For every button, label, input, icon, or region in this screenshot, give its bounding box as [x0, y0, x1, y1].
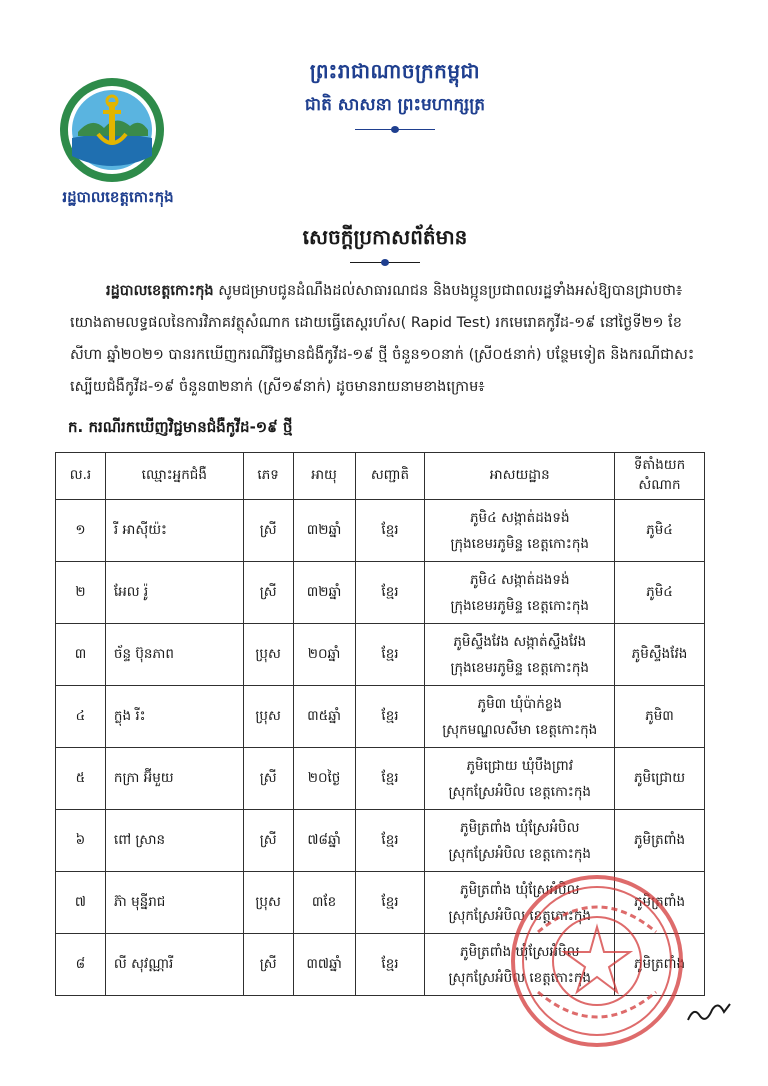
signature-icon	[684, 998, 734, 1026]
cell-sex: ស្រី	[243, 500, 293, 562]
organization-name: រដ្ឋបាលខេត្តកោះកុង	[62, 188, 174, 206]
cell-age: ៣ខែ	[293, 872, 355, 934]
cell-age: ៣៧ឆ្នាំ	[293, 934, 355, 996]
table-row	[56, 748, 705, 810]
document-title	[220, 224, 550, 263]
cell-sample-location: ភូមិជ្រោយ	[615, 748, 705, 810]
cell-nationality: ខ្មែរ	[355, 624, 425, 686]
cell-sex: ស្រី	[243, 562, 293, 624]
cell-nationality: ខ្មែរ	[355, 748, 425, 810]
cell-name: ភ៊ា មុន្នីរាជ	[105, 872, 243, 934]
cell-sample-location: ភូមិត្រពាំង	[615, 810, 705, 872]
cell-nationality: ខ្មែរ	[355, 562, 425, 624]
cell-nationality: ខ្មែរ	[355, 500, 425, 562]
col-header-age: អាយុ	[293, 453, 355, 500]
cell-name: អែល រ៉ូ	[105, 562, 243, 624]
cell-age: ២០ថ្ងៃ	[293, 748, 355, 810]
body-paragraph: សូមជម្រាបជូនដំណឹងដល់សាធារណជន និងបងប្អូនប្រជាពលរដ្ឋទាំងអស់ឱ្យបានជ្រាបថា៖ យោងតាមលទ្ធផលនៃការវិភាគវត្ថុសំណាក ដោយធ្វើតេស្តរហ័ស( Rapid Test) រកមេរោគកូវីដ-១៩ នៅថ្ងៃទី២១ ខែសីហា ឆ្នាំ២០២១ បានរកឃើញករណីវិជ្ជមានជំងឺកូវីដ-១៩ ថ្មី ចំនួន១០នាក់ (ស្រី០៥នាក់) បន្ថែមទៀត និងករណីជាសះស្បើយជំងឺកូវីដ-១៩ ចំនួន៣២នាក់ (ស្រី១៩នាក់) ដូចមានរាយនាមខាងក្រោម៖	[70, 283, 695, 395]
cell-name: ក្លុង រីះ	[105, 686, 243, 748]
cell-name: ច័ន្ទ ប៊ុនភាព	[105, 624, 243, 686]
cell-age: ៣២ឆ្នាំ	[293, 500, 355, 562]
address-line1: ភូមិជ្រោយ ឃុំបឹងព្រាវ	[466, 757, 574, 774]
body-lead: រដ្ឋបាលខេត្តកោះកុង	[106, 283, 214, 299]
document-title-text: សេចក្តីប្រកាសព័ត៌មាន	[302, 225, 468, 249]
cell-name: ពៅ ស្រាន	[105, 810, 243, 872]
col-header-nationality: សញ្ជាតិ	[355, 453, 425, 500]
address-line2: ក្រុងខេមរភូមិន្ទ ខេត្តកោះកុង	[450, 597, 589, 614]
address-line1: ភូមិ៣ ឃុំប៉ាក់ខ្លង	[477, 695, 562, 712]
national-motto	[250, 58, 540, 130]
address-line1: ភូមិស្ទឹងវែង សង្កាត់ស្ទឹងវែង	[453, 633, 587, 650]
cell-address	[425, 562, 615, 624]
col-header-sex: ភេទ	[243, 453, 293, 500]
section-a-heading: ក. ករណីរកឃើញវិជ្ជមានជំងឺកូវីដ-១៩ ថ្មី	[68, 418, 293, 436]
motto-line-nation-religion-king: ជាតិ សាសនា ព្រះមហាក្សត្រ	[304, 95, 486, 115]
cell-nationality: ខ្មែរ	[355, 810, 425, 872]
motto-line-kingdom: ព្រះរាជាណាចក្រកម្ពុជា	[309, 59, 481, 83]
cell-address	[425, 810, 615, 872]
cell-nationality: ខ្មែរ	[355, 872, 425, 934]
cell-sample-location: ភូមិត្រពាំង	[615, 934, 705, 996]
cell-nationality: ខ្មែរ	[355, 934, 425, 996]
cell-sex: ស្រី	[243, 810, 293, 872]
title-ornament	[350, 262, 420, 263]
address-line2: ក្រុងខេមរភូមិន្ទ ខេត្តកោះកុង	[450, 659, 589, 676]
cell-age: ៣៥ឆ្នាំ	[293, 686, 355, 748]
cell-age: ៧៨ឆ្នាំ	[293, 810, 355, 872]
cell-sex: ប្រុស	[243, 872, 293, 934]
cell-no: ៣	[56, 624, 106, 686]
cell-address	[425, 748, 615, 810]
table-row	[56, 562, 705, 624]
cell-name: កក្រា អ៊ីមួយ	[105, 748, 243, 810]
table-row	[56, 500, 705, 562]
cell-sample-location: ភូមិ៤	[615, 562, 705, 624]
motto-ornament	[355, 129, 435, 130]
cell-address	[425, 500, 615, 562]
cell-name: រី អាស៊ីយ៉ះ	[105, 500, 243, 562]
address-line2: ស្រុកស្រែអំបិល ខេត្តកោះកុង	[448, 969, 592, 986]
cell-sample-location: ភូមិ៣	[615, 686, 705, 748]
address-line2: ស្រុកស្រែអំបិល ខេត្តកោះកុង	[448, 907, 592, 924]
address-line2: ស្រុកមណ្ឌលសីមា ខេត្តកោះកុង	[442, 721, 598, 738]
col-header-address: អាសយដ្ឋាន	[425, 453, 615, 500]
cell-sex: ស្រី	[243, 934, 293, 996]
table-row	[56, 686, 705, 748]
cell-no: ១	[56, 500, 106, 562]
table-row	[56, 624, 705, 686]
cell-no: ៦	[56, 810, 106, 872]
address-line2: ក្រុងខេមរភូមិន្ទ ខេត្តកោះកុង	[450, 535, 589, 552]
address-line1: ភូមិត្រពាំង ឃុំស្រែអំបិល	[460, 819, 580, 836]
provincial-emblem-icon	[58, 76, 166, 184]
cell-age: ៣២ឆ្នាំ	[293, 562, 355, 624]
col-header-sample-location: ទីតាំងយកសំណាក	[615, 453, 705, 500]
address-line2: ស្រុកស្រែអំបិល ខេត្តកោះកុង	[448, 783, 592, 800]
cell-no: ២	[56, 562, 106, 624]
cell-sex: ស្រី	[243, 748, 293, 810]
cell-sex: ប្រុស	[243, 686, 293, 748]
cell-name: លី សុវណ្ណារី	[105, 934, 243, 996]
cell-sample-location: ភូមិត្រពាំង	[615, 872, 705, 934]
cell-no: ៨	[56, 934, 106, 996]
table-row	[56, 810, 705, 872]
address-line2: ស្រុកស្រែអំបិល ខេត្តកោះកុង	[448, 845, 592, 862]
cell-address	[425, 686, 615, 748]
cell-no: ៥	[56, 748, 106, 810]
address-line1: ភូមិត្រពាំង ឃុំស្រែអំបិល	[460, 943, 580, 960]
announcement-body	[70, 275, 710, 403]
address-line1: ភូមិ៤ សង្កាត់ដងទង់	[469, 571, 570, 588]
cell-address	[425, 624, 615, 686]
address-line1: ភូមិ៤ សង្កាត់ដងទង់	[469, 509, 570, 526]
cell-no: ៧	[56, 872, 106, 934]
address-line1: ភូមិត្រពាំង ឃុំស្រែអំបិល	[460, 881, 580, 898]
cell-sex: ប្រុស	[243, 624, 293, 686]
col-header-no: ល.រ	[56, 453, 106, 500]
table-header-row	[56, 453, 705, 500]
cell-nationality: ខ្មែរ	[355, 686, 425, 748]
cell-sample-location: ភូមិ៤	[615, 500, 705, 562]
cell-no: ៤	[56, 686, 106, 748]
official-seal-icon	[508, 872, 686, 1050]
cell-sample-location: ភូមិស្ទឹងវែង	[615, 624, 705, 686]
col-header-name: ឈ្មោះអ្នកជំងឺ	[105, 453, 243, 500]
cell-age: ២០ឆ្នាំ	[293, 624, 355, 686]
